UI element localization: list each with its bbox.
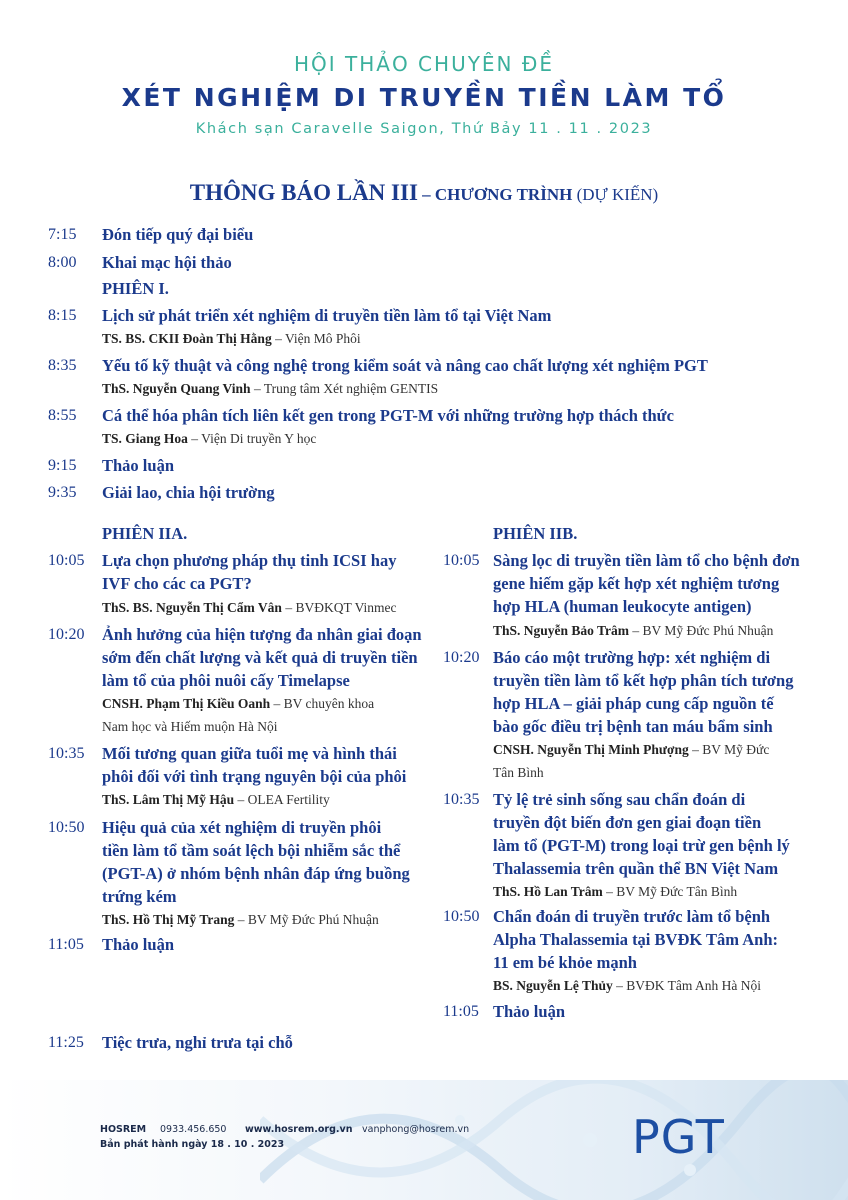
footer-release-date: Bản phát hành ngày 18 . 10 . 2023 — [100, 1139, 285, 1150]
footer-phone: 0933.456.650 — [160, 1124, 227, 1135]
speaker-affiliation: – Trung tâm Xét nghiệm GENTIS — [250, 381, 439, 396]
speaker-affiliation: – Viện Di truyền Y học — [187, 431, 317, 446]
talk-title-line: Lựa chọn phương pháp thụ tinh ICSI hay — [102, 551, 397, 570]
event-venue: Khách sạn Caravelle Saigon, Thứ Bảy 11 . 11 . 2023 — [195, 121, 653, 137]
event-subtitle: HỘI THẢO CHUYÊN ĐỀ — [293, 52, 555, 76]
agenda-title: Đón tiếp quý đại biểu — [102, 225, 254, 244]
speaker-line — [102, 692, 374, 715]
session-heading: PHIÊN IIB. — [493, 524, 578, 543]
speaker-name: CNSH. Nguyễn Thị Minh Phượng — [493, 742, 689, 757]
agenda-title: Khai mạc hội thảo — [102, 253, 232, 272]
time-label: 10:20 — [48, 626, 85, 643]
speaker-name: ThS. Nguyễn Quang Vinh — [102, 381, 251, 396]
talk-title-line: trứng kém — [102, 887, 177, 906]
time-label: 7:15 — [48, 226, 77, 243]
talk-title-line: Alpha Thalassemia tại BVĐK Tâm Anh: — [493, 930, 778, 949]
talk-title-line: Sàng lọc di truyền tiền làm tổ cho bệnh đơn — [493, 551, 800, 570]
talk-title-line: Báo cáo một trường hợp: xét nghiệm di — [493, 648, 771, 667]
time-label: 11:25 — [48, 1034, 84, 1051]
speaker-affiliation: – BV Mỹ Đức Tân Bình — [602, 884, 738, 899]
agenda-title: Thảo luận — [493, 1002, 565, 1021]
agenda-title: Thảo luận — [102, 935, 174, 954]
time-label: 11:05 — [48, 936, 84, 953]
footer-website[interactable]: www.hosrem.org.vn — [245, 1124, 353, 1135]
speaker-line — [493, 974, 761, 997]
talk-title-line: làm tổ (PGT-M) trong loại trừ gen bệnh lý — [493, 836, 790, 855]
talk-title: Lịch sử phát triển xét nghiệm di truyền tiền làm tổ tại Việt Nam — [102, 306, 552, 325]
talk-title-line: gene hiếm gặp kết hợp xét nghiệm tương — [493, 574, 780, 593]
dna-helix-illustration — [260, 1080, 848, 1200]
talk-title-line: Ảnh hưởng của hiện tượng đa nhân giai đoạn — [102, 625, 422, 644]
speaker-affiliation: – BVĐKQT Vinmec — [281, 600, 397, 615]
pgt-logo: PGT — [632, 1110, 725, 1164]
speaker-name: BS. Nguyễn Lệ Thủy — [493, 978, 613, 993]
talk-title: Cá thể hóa phân tích liên kết gen trong PGT-M với những trường hợp thách thức — [102, 406, 674, 425]
footer-email[interactable]: vanphong@hosrem.vn — [362, 1124, 470, 1135]
session-heading: PHIÊN I. — [102, 279, 169, 298]
speaker-affiliation: – BV Mỹ Đức Phú Nhuận — [629, 623, 774, 638]
talk-title-line: bào gốc điều trị bệnh tan máu bẩm sinh — [493, 717, 773, 736]
speaker-line — [102, 377, 438, 400]
speaker-affiliation: – BV Mỹ Đức — [688, 742, 770, 757]
talk-title-line: làm tổ của phôi nuôi cấy Timelapse — [102, 671, 350, 690]
talk-title-line: 11 em bé khỏe mạnh — [493, 953, 637, 972]
notice-part3: (DỰ KIẾN) — [576, 185, 659, 204]
talk-title-line: Mối tương quan giữa tuổi mẹ và hình thái — [102, 744, 397, 763]
talk-title-line: hợp HLA – giải pháp cung cấp nguồn tế — [493, 694, 774, 713]
talk-title-line: Tỷ lệ trẻ sinh sống sau chẩn đoán di — [493, 790, 746, 809]
event-header — [0, 52, 848, 137]
talk-title-line: truyền tiền làm tổ kết hợp phân tích tương — [493, 671, 794, 690]
speaker-line — [493, 619, 773, 642]
notice-part2: – CHƯƠNG TRÌNH — [417, 185, 577, 204]
time-label: 10:50 — [443, 908, 480, 925]
talk-title-line: hợp HLA (human leukocyte antigen) — [493, 597, 752, 616]
talk-title-line: Chẩn đoán di truyền trước làm tổ bệnh — [493, 907, 771, 926]
speaker-name: ThS. Lâm Thị Mỹ Hậu — [102, 792, 235, 807]
time-label: 8:55 — [48, 407, 77, 424]
time-label: 10:35 — [48, 745, 85, 762]
speaker-name: CNSH. Phạm Thị Kiều Oanh — [102, 696, 271, 711]
speaker-line — [102, 596, 397, 619]
time-label: 10:35 — [443, 791, 480, 808]
speaker-line — [102, 327, 361, 350]
agenda-title: Tiệc trưa, nghỉ trưa tại chỗ — [102, 1033, 293, 1052]
agenda-title: Giải lao, chia hội trường — [102, 483, 275, 502]
agenda-title: Thảo luận — [102, 456, 174, 475]
speaker-line — [493, 880, 737, 903]
speaker-line — [493, 738, 769, 761]
speaker-line — [102, 427, 316, 450]
talk-title-line: (PGT-A) ở nhóm bệnh nhân đáp ứng buồng — [102, 864, 410, 883]
speaker-affiliation: – OLEA Fertility — [234, 792, 330, 807]
time-label: 10:05 — [48, 552, 85, 569]
footer-org: HOSREM — [100, 1124, 147, 1135]
speaker-affiliation: Nam học và Hiếm muộn Hà Nội — [102, 719, 278, 734]
speaker-line — [102, 908, 379, 931]
talk-title-line: IVF cho các ca PGT? — [102, 574, 252, 593]
footer — [0, 1080, 848, 1200]
talk-title-line: Hiệu quả của xét nghiệm di truyền phôi — [102, 818, 382, 837]
speaker-affiliation: – Viện Mô Phôi — [271, 331, 361, 346]
talk-title-line: tiền làm tổ tầm soát lệch bội nhiễm sắc thể — [102, 841, 401, 860]
time-label: 10:20 — [443, 649, 480, 666]
speaker-name: TS. Giang Hoa — [102, 431, 188, 446]
speaker-name: TS. BS. CKII Đoàn Thị Hằng — [102, 331, 272, 346]
event-title: XÉT NGHIỆM DI TRUYỀN TIỀN LÀM TỔ — [121, 83, 727, 112]
time-label: 8:00 — [48, 254, 77, 271]
speaker-affiliation: Tân Bình — [493, 765, 544, 780]
speaker-affiliation: – BV chuyên khoa — [270, 696, 375, 711]
talk-title-line: phôi đối với tình trạng nguyên bội của phôi — [102, 767, 407, 786]
speaker-name: ThS. Hồ Lan Trâm — [493, 884, 603, 899]
speaker-name: ThS. Nguyễn Bảo Trâm — [493, 623, 630, 638]
speaker-name: ThS. BS. Nguyễn Thị Cẩm Vân — [102, 600, 282, 615]
time-label: 9:35 — [48, 484, 77, 501]
notice-part1: THÔNG BÁO LẦN III — [189, 180, 418, 205]
time-label: 8:35 — [48, 357, 77, 374]
speaker-name: ThS. Hồ Thị Mỹ Trang — [102, 912, 235, 927]
speaker-affiliation: – BV Mỹ Đức Phú Nhuận — [234, 912, 379, 927]
speaker-affiliation: – BVĐK Tâm Anh Hà Nội — [612, 978, 762, 993]
talk-title: Yếu tố kỹ thuật và công nghệ trong kiểm soát và nâng cao chất lượng xét nghiệm PGT — [102, 356, 708, 375]
speaker-line — [102, 788, 330, 811]
talk-title-line: truyền đột biến đơn gen giai đoạn tiền — [493, 813, 762, 832]
time-label: 8:15 — [48, 307, 77, 324]
time-label: 10:50 — [48, 819, 85, 836]
time-label: 9:15 — [48, 457, 77, 474]
notice-heading — [0, 180, 848, 206]
time-label: 10:05 — [443, 552, 480, 569]
talk-title-line: sớm đến chất lượng và kết quả di truyền tiền — [102, 648, 418, 667]
session-heading: PHIÊN IIA. — [102, 524, 188, 543]
time-label: 11:05 — [443, 1003, 479, 1020]
talk-title-line: Thalassemia trên quần thể BN Việt Nam — [493, 859, 779, 878]
